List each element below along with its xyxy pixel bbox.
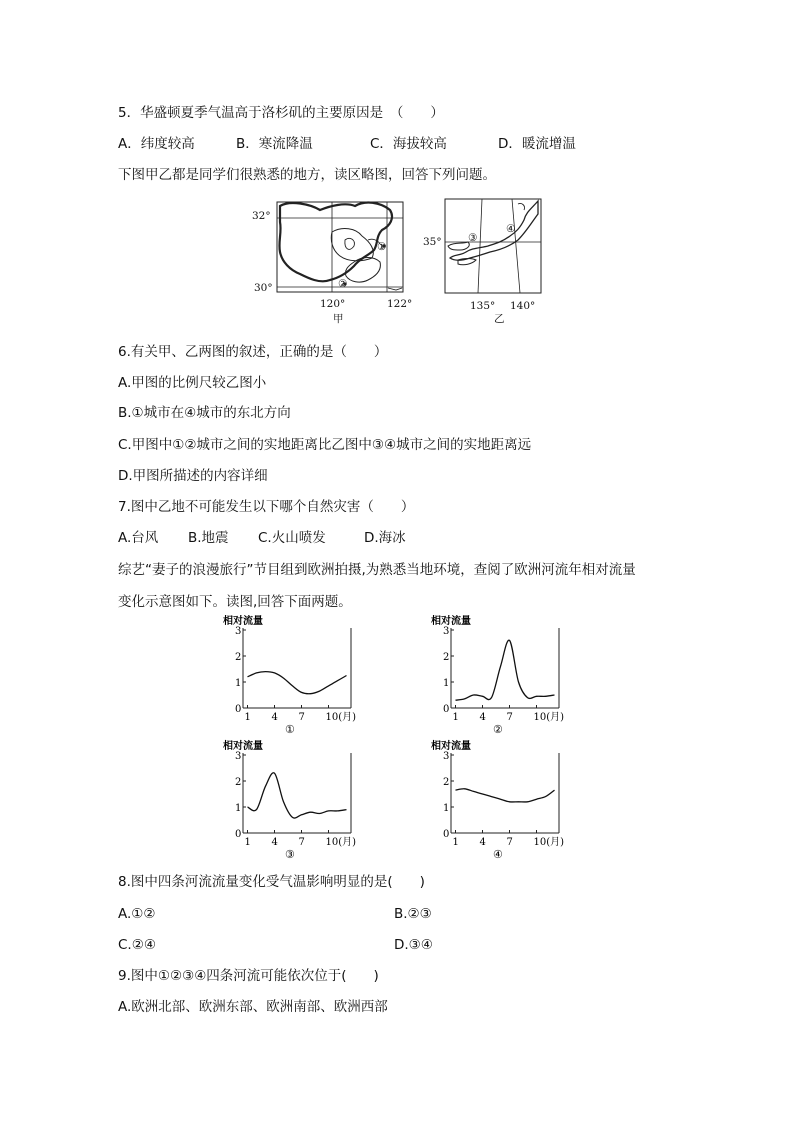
q8-option-c: C.②④ <box>118 937 156 953</box>
river-chart-1 <box>223 615 356 736</box>
q6-option-d: D.甲图所描述的内容详细 <box>118 468 268 484</box>
flow-line <box>456 789 555 802</box>
x-tick-label: 10(月) <box>325 712 357 723</box>
q7-stem: 7.图中乙地不可能发生以下哪个自然灾害（ ） <box>118 499 415 515</box>
q9-stem: 9.图中①②③④四条河流可能依次位于( ) <box>118 968 379 984</box>
maps-intro: 下图甲乙都是同学们很熟悉的地方，读区略图，回答下列问题。 <box>118 167 496 183</box>
map-yi <box>420 196 550 326</box>
river-chart-2 <box>431 615 564 736</box>
x-tick-label: 4 <box>479 712 486 723</box>
map-yi-mark-3: ③ <box>468 232 478 244</box>
rivers-intro-2: 变化示意图如下。读图,回答下面两题。 <box>118 594 352 610</box>
x-tick-label: 1 <box>244 837 251 848</box>
chart-caption: ③ <box>285 848 295 861</box>
y-tick-label: 2 <box>235 777 242 788</box>
chart-caption: ① <box>285 723 295 736</box>
map-jia-lon-left: 120° <box>320 298 346 310</box>
chart-title: 相对流量 <box>223 616 263 627</box>
x-tick-label: 7 <box>506 837 513 848</box>
y-tick-label: 1 <box>235 678 242 689</box>
q8-stem: 8.图中四条河流流量变化受气温影响明显的是( ) <box>118 874 425 890</box>
y-tick-label: 2 <box>443 652 450 663</box>
q7-option-c: C.火山喷发 <box>258 530 326 546</box>
y-tick-label: 0 <box>443 829 450 840</box>
flow-line <box>456 640 555 700</box>
map-yi-lon-right: 140° <box>510 300 536 312</box>
river-chart-3 <box>223 739 356 861</box>
q5-stem: 5．华盛顿夏季气温高于洛杉矶的主要原因是 （ ） <box>118 105 444 121</box>
map-jia-mark-2: ② <box>338 278 348 290</box>
x-tick-label: 1 <box>452 837 459 848</box>
q7-option-a: A.台风 <box>118 530 159 546</box>
x-tick-label: 4 <box>479 837 486 848</box>
q8-option-d: D.③④ <box>394 937 433 953</box>
chart-title: 相对流量 <box>431 616 471 627</box>
map-jia-mark-1: ① <box>377 241 387 253</box>
x-tick-label: 4 <box>271 837 278 848</box>
q6-option-c: C.甲图中①②城市之间的实地距离比乙图中③④城市之间的实地距离远 <box>118 437 532 453</box>
q9-option-a: A.欧洲北部、欧洲东部、欧洲南部、欧洲西部 <box>118 999 388 1015</box>
x-tick-label: 1 <box>452 712 459 723</box>
y-tick-label: 0 <box>443 704 450 715</box>
q5-option-d: D．暖流增温 <box>498 136 576 152</box>
q6-option-b: B.①城市在④城市的东北方向 <box>118 405 291 421</box>
q6-stem: 6.有关甲、乙两图的叙述，正确的是（ ） <box>118 344 388 360</box>
map-jia <box>250 196 415 326</box>
flow-line <box>248 773 347 818</box>
y-tick-label: 3 <box>443 751 450 762</box>
q5-option-c: C．海拔较高 <box>370 136 447 152</box>
y-tick-label: 0 <box>235 704 242 715</box>
map-yi-caption: 乙 <box>494 313 505 325</box>
q7-option-b: B.地震 <box>188 530 229 546</box>
x-tick-label: 10(月) <box>325 837 357 848</box>
chart-title: 相对流量 <box>431 741 471 752</box>
x-tick-label: 7 <box>298 712 305 723</box>
map-jia-caption: 甲 <box>333 313 344 325</box>
x-tick-label: 1 <box>244 712 251 723</box>
chart-title: 相对流量 <box>223 741 263 752</box>
map-yi-mark-4: ④ <box>506 223 516 235</box>
y-tick-label: 0 <box>235 829 242 840</box>
map-jia-lon-right: 122° <box>387 298 413 310</box>
y-tick-label: 2 <box>235 652 242 663</box>
x-tick-label: 7 <box>298 837 305 848</box>
y-tick-label: 1 <box>443 678 450 689</box>
map-yi-lat: 35° <box>423 236 442 248</box>
y-tick-label: 3 <box>235 626 242 637</box>
q5-option-a: A．纬度较高 <box>118 136 195 152</box>
q7-option-d: D.海冰 <box>364 530 406 546</box>
flow-line <box>248 672 347 694</box>
q6-option-a: A.甲图的比例尺较乙图小 <box>118 375 267 391</box>
x-tick-label: 4 <box>271 712 278 723</box>
y-tick-label: 3 <box>235 751 242 762</box>
x-tick-label: 10(月) <box>533 837 565 848</box>
map-jia-lat-bottom: 30° <box>254 282 273 294</box>
x-tick-label: 10(月) <box>533 712 565 723</box>
rivers-intro-1: 综艺“妻子的浪漫旅行”节目组到欧洲拍摄,为熟悉当地环境，查阅了欧洲河流年相对流量 <box>118 562 636 578</box>
q5-option-b: B．寒流降温 <box>236 136 313 152</box>
river-flow-charts <box>0 615 794 875</box>
x-tick-label: 7 <box>506 712 513 723</box>
y-tick-label: 3 <box>443 626 450 637</box>
y-tick-label: 1 <box>443 803 450 814</box>
river-chart-4 <box>431 739 564 861</box>
map-yi-lon-left: 135° <box>470 300 496 312</box>
chart-caption: ② <box>493 723 503 736</box>
map-jia-lat-top: 32° <box>252 210 271 222</box>
q8-option-a: A.①② <box>118 906 156 922</box>
q8-option-b: B.②③ <box>394 906 432 922</box>
y-tick-label: 1 <box>235 803 242 814</box>
y-tick-label: 2 <box>443 777 450 788</box>
chart-caption: ④ <box>493 848 503 861</box>
